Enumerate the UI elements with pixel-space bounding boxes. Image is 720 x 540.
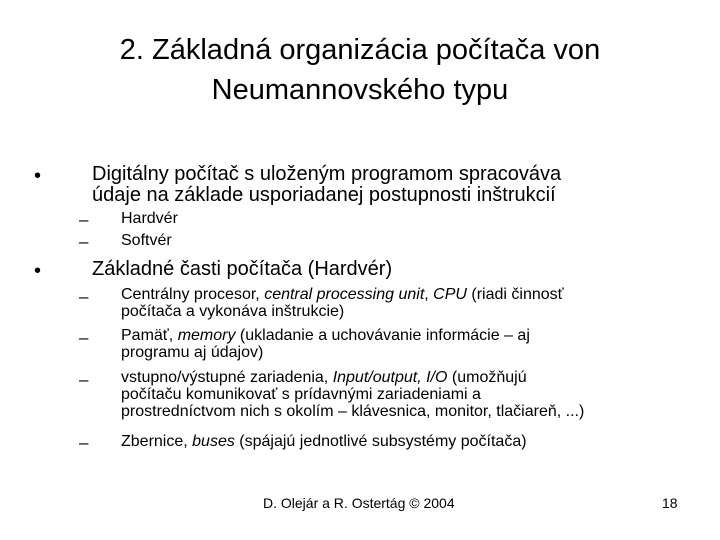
subitem-line <box>121 433 711 450</box>
text-run: , <box>424 286 434 303</box>
subitem-line: programu aj údajov) <box>121 344 264 361</box>
text-run-italic: buses <box>192 433 235 450</box>
subitem-line <box>121 369 711 386</box>
bullet-1-line-1: Digitálny počítač s uloženým programom spracováva <box>92 163 562 185</box>
dash-marker: – <box>79 370 89 389</box>
subitem-line: Softvér <box>121 232 172 249</box>
bullet-2-line-1: Základné časti počítača (Hardvér) <box>92 258 393 280</box>
dash-marker: – <box>79 328 89 347</box>
bullet-text-2 <box>92 259 692 280</box>
dash-marker: – <box>79 210 89 229</box>
subitem-memory <box>121 327 711 361</box>
text-run-italic: Input/output, I/O <box>332 369 448 386</box>
subitem-io <box>121 369 711 420</box>
subitem-software <box>121 232 711 249</box>
subitem-buses <box>121 433 711 450</box>
dash-marker: – <box>79 433 89 452</box>
subitem-line: prostredníctvom nich s okolím – klávesnica, monitor, tlačiareň, ...) <box>121 403 585 420</box>
text-run: (riadi činnosť <box>466 286 564 303</box>
text-run-italic: central processing unit <box>264 286 425 303</box>
subitem-line: počítaču komunikovať s prídavnými zariadeniami a <box>121 386 481 403</box>
dash-marker: – <box>79 287 89 306</box>
text-run: Zbernice, <box>121 433 193 450</box>
subitem-hardware <box>121 210 711 227</box>
text-run: (ukladanie a uchovávanie informácie – aj <box>235 327 530 344</box>
bullet-marker: • <box>34 260 42 282</box>
slide-title <box>40 30 680 110</box>
dash-marker: – <box>79 232 89 251</box>
text-run-italic: CPU <box>433 286 467 303</box>
subitem-line: počítača a vykonáva inštrukcie) <box>121 303 345 320</box>
bullet-1-line-2: údaje na základe usporiadanej postupnosti inštrukcií <box>92 184 556 206</box>
slide-title-line-2: Neumannovského typu <box>211 74 509 106</box>
text-run: (spájajú jednotlivé subsystémy počítača) <box>234 433 527 450</box>
subitem-line: Hardvér <box>121 210 178 227</box>
subitem-line <box>121 286 711 303</box>
bullet-text-1 <box>92 164 692 206</box>
slide-title-line-1: 2. Základná organizácia počítača von <box>119 34 601 66</box>
text-run: vstupno/výstupné zariadenia, <box>121 369 333 386</box>
text-run: (umožňujú <box>447 369 527 386</box>
text-run: Pamäť, <box>121 327 178 344</box>
bullet-marker: • <box>34 165 42 187</box>
footer-author: D. Olejár a R. Ostertág © 2004 <box>263 495 455 511</box>
page-number: 18 <box>662 495 678 511</box>
text-run: Centrálny procesor, <box>121 286 265 303</box>
subitem-cpu <box>121 286 711 320</box>
text-run-italic: memory <box>177 327 236 344</box>
subitem-line <box>121 327 711 344</box>
